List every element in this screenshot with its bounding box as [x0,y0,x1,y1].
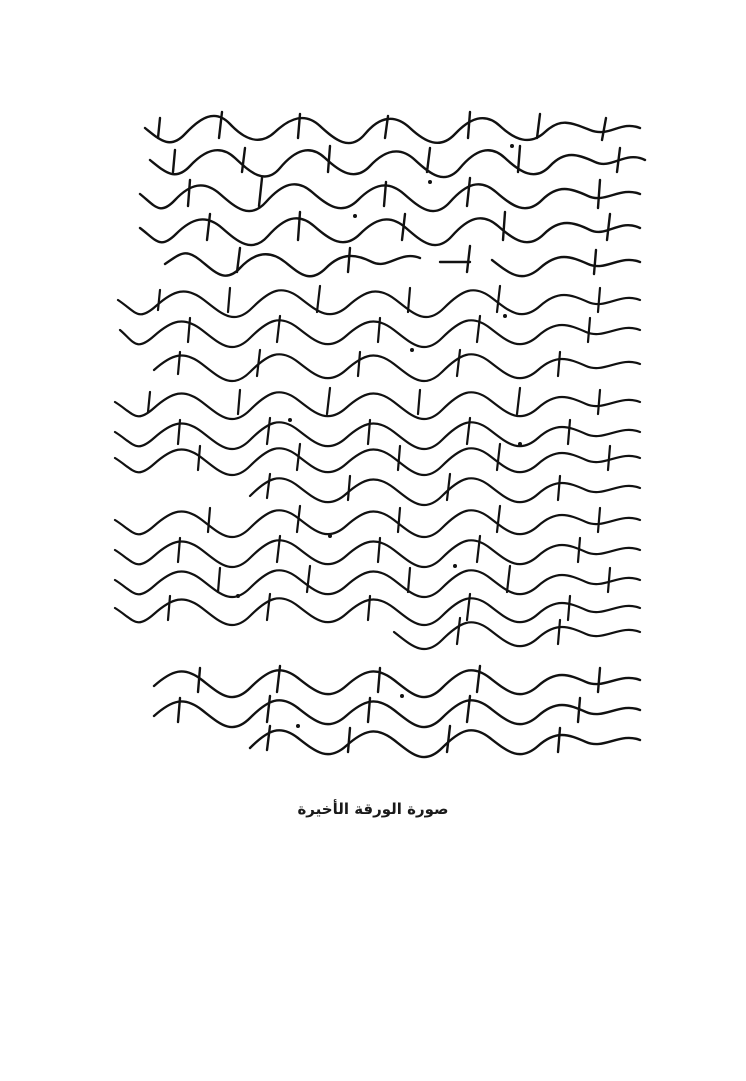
figure-caption: صورة الورقة الأخيرة [297,800,449,818]
paragraph-4-ink [115,506,640,649]
paragraph-5-ink [154,666,640,757]
paragraph-3-ink [115,388,640,505]
paragraph-2-ink [118,286,640,381]
ink-dots [236,144,522,728]
paragraph-1-ink [140,112,645,276]
